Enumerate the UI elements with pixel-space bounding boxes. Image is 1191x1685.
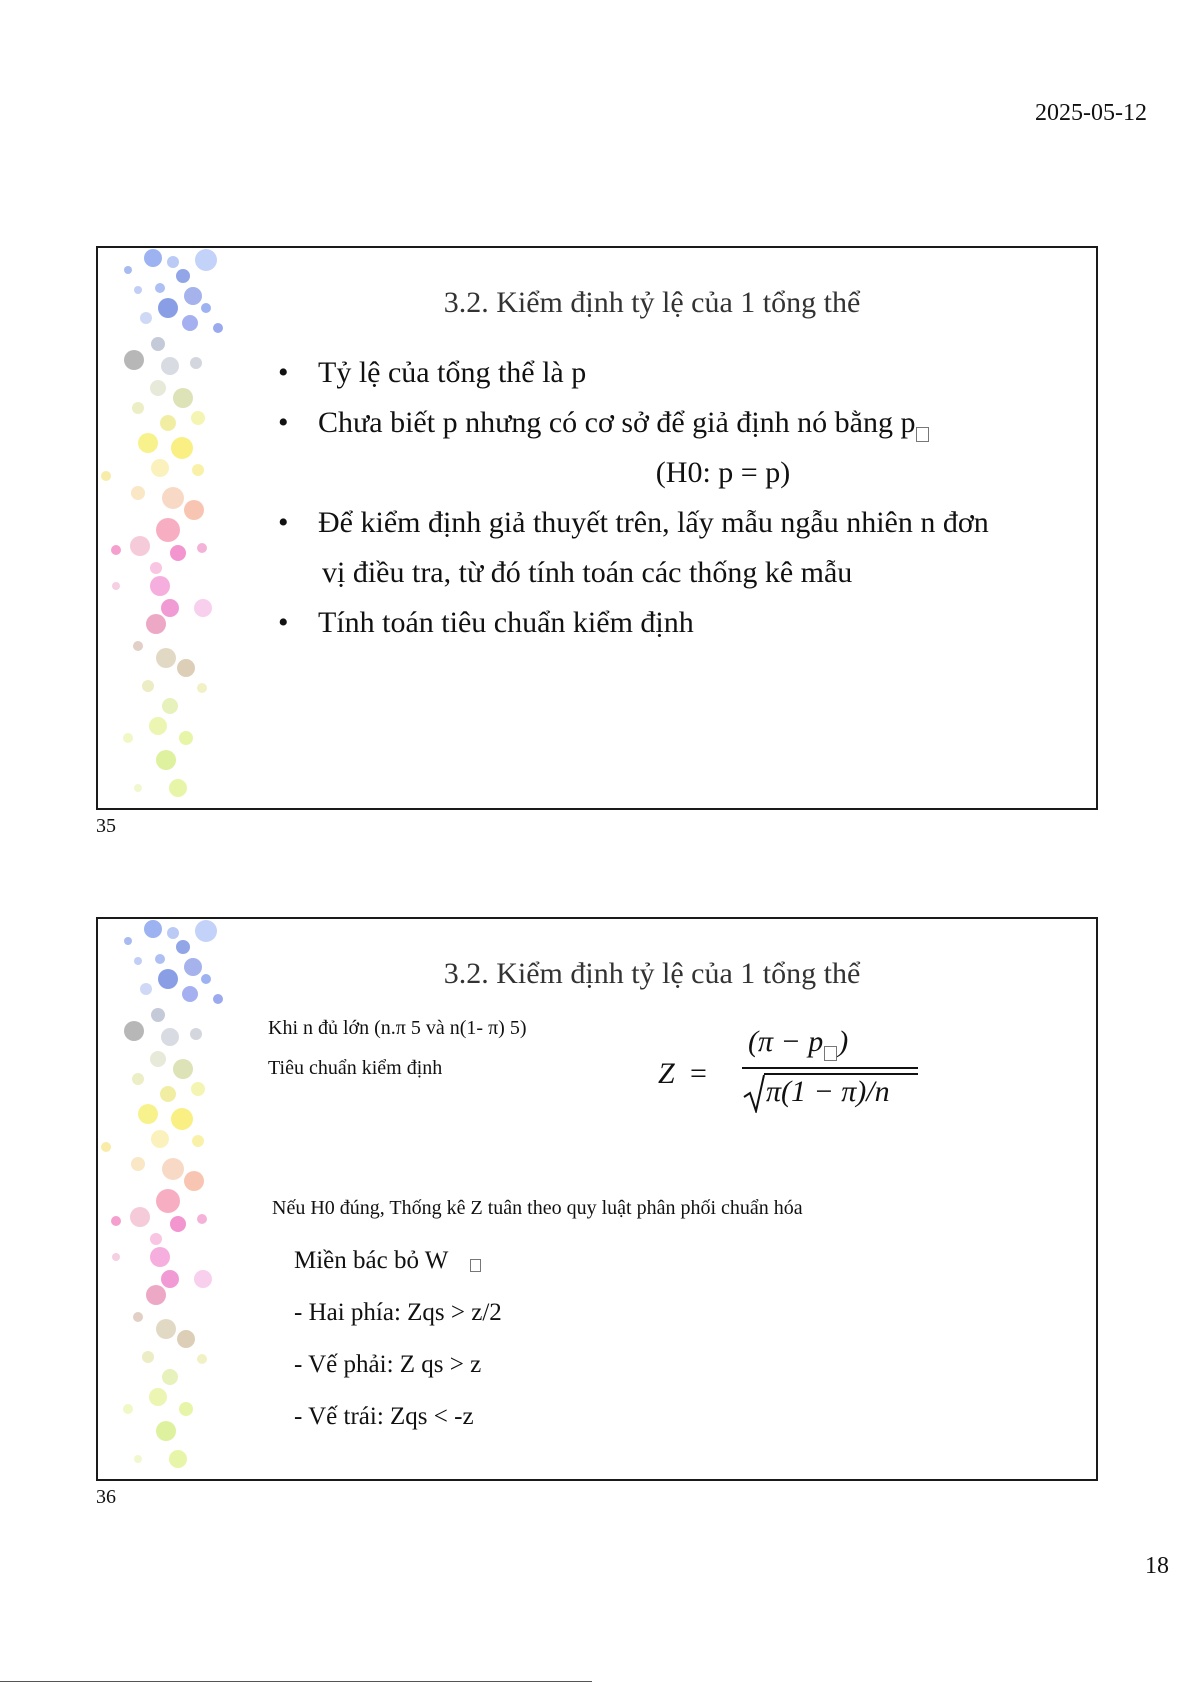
footer-rule (0, 1681, 592, 1682)
right-tail-rule: - Vế phải: Z qs > z (294, 1351, 482, 1378)
list-item: • Chưa biết p nhưng có cơ sở để giả định nó bằng p (278, 398, 1078, 448)
condition-text: Khi n đủ lớn (n.π 5 và n(1- π) 5) (268, 1017, 527, 1039)
document-date: 2025-05-12 (1035, 100, 1147, 126)
list-item: • Để kiểm định giả thuyết trên, lấy mẫu ngẫu nhiên n đơn (278, 506, 989, 539)
rejection-region-title: Miền bác bỏ W (294, 1247, 482, 1275)
list-item-continuation: vị điều tra, từ đó tính toán các thống kê mẫu (322, 556, 853, 589)
bullet-list (278, 348, 1078, 648)
list-item: • Tính toán tiêu chuẩn kiểm định (278, 606, 694, 639)
hypothesis-formula: (H0: p = p) (655, 456, 791, 489)
slide-number: 36 (96, 1486, 116, 1508)
slide-35 (96, 246, 1098, 810)
z-formula: Z = (π − p ) π(1 − π)/n (658, 1039, 1018, 1129)
h0-statement: Nếu H0 đúng, Thống kê Z tuân theo quy luật phân phối chuẩn hóa (272, 1197, 803, 1219)
two-sided-rule: - Hai phía: Zqs > z/2 (294, 1299, 502, 1326)
page-number: 18 (1145, 1553, 1169, 1579)
left-tail-rule: - Vế trái: Zqs < -z (294, 1403, 474, 1430)
slide-title: 3.2. Kiểm định tỷ lệ của 1 tổng thể (443, 286, 861, 319)
slide-36 (96, 917, 1098, 1481)
criterion-label: Tiêu chuẩn kiểm định (268, 1057, 443, 1079)
bokeh-decoration (98, 919, 238, 1479)
bokeh-decoration (98, 248, 238, 808)
slide-title: 3.2. Kiểm định tỷ lệ của 1 tổng thể (443, 957, 861, 990)
slide-number: 35 (96, 815, 116, 837)
list-item: • Tỷ lệ của tổng thể là p (278, 356, 587, 389)
